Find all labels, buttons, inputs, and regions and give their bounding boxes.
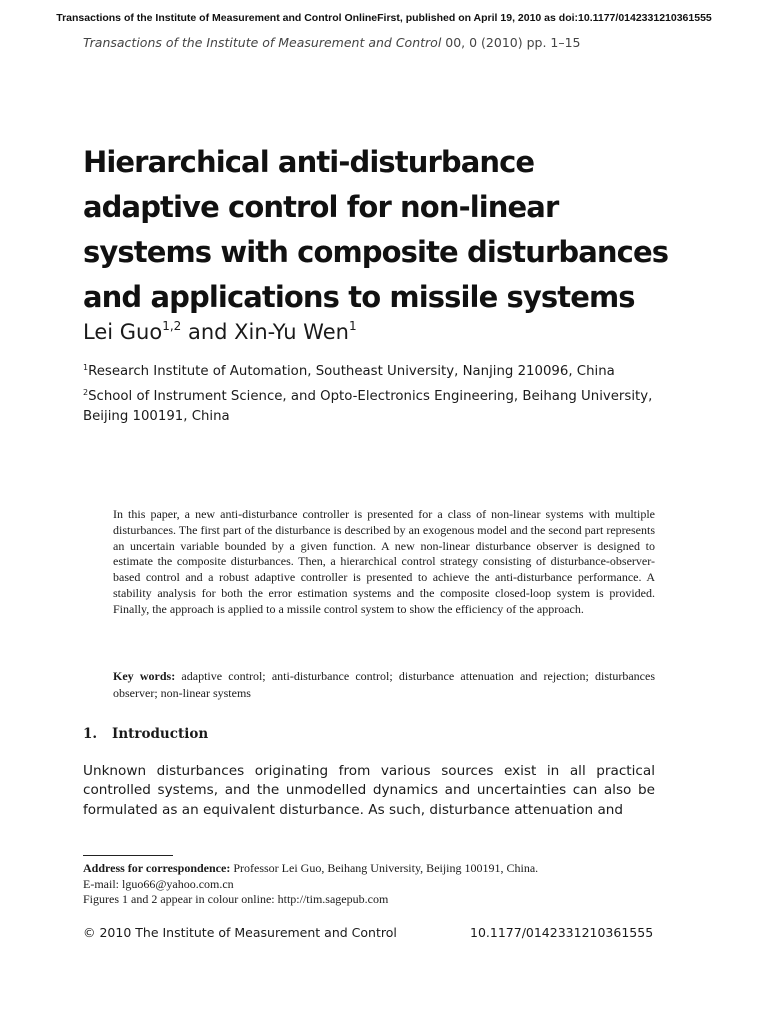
section-heading <box>83 726 208 742</box>
affiliation-text: Research Institute of Automation, Southeast University, Nanjing 210096, China <box>88 364 615 379</box>
author-affiliation-mark: 1,2 <box>162 319 182 333</box>
affiliations <box>83 358 683 428</box>
journal-citation <box>83 35 581 50</box>
doi-footer: 10.1177/0142331210361555 <box>470 925 654 940</box>
affiliation-text: School of Instrument Science, and Opto-Electronics Engineering, Beihang University, <box>88 388 653 404</box>
correspondence-address <box>83 861 683 877</box>
abstract: In this paper, a new anti-disturbance controller is presented for a class of non-linear systems with multiple disturbances. The first part of the disturbance is described by an exogenous model and the second part represents an uncertain variable bounded by a given function. A new non-linear disturbance observer is designed to estimate the composite disturbances. Then, a hierarchical control strategy consisting of disturbance-observer-based control and a robust adaptive controller is presented to achieve the anti-disturbance performance. A stability analysis for both the error estimation systems and the composite closed-loop system is provided. Finally, the approach is applied to a missile control system to show the efficiency of the approach. <box>113 507 655 616</box>
author-list <box>83 319 357 344</box>
correspondence-text: Professor Lei Guo, Beihang University, Beijing 100191, China. <box>230 861 539 875</box>
colour-figures-note: Figures 1 and 2 appear in colour online: http://tim.sagepub.com <box>83 892 389 906</box>
affiliation-line: Beijing 100191, China <box>83 409 230 424</box>
keywords-label: Key words: <box>113 669 176 683</box>
correspondence-email: E-mail: lguo66@yahoo.com.cn <box>83 876 234 891</box>
affiliation-line <box>83 383 683 408</box>
correspondence-label: Address for correspondence: <box>83 861 231 875</box>
affiliation-line <box>83 358 683 383</box>
section-title: Introduction <box>112 726 209 742</box>
paper-title-line: Hierarchical anti-disturbance <box>83 145 535 179</box>
journal-volume-pages: 00, 0 (2010) pp. 1–15 <box>441 35 581 50</box>
author-name: Lei Guo <box>83 320 163 344</box>
section-number: 1. <box>83 726 98 742</box>
paper-title-line: systems with composite disturbances <box>83 235 669 269</box>
author-conjunction: and <box>181 320 235 344</box>
footnote-divider <box>83 855 173 856</box>
paper-title-line: adaptive control for non-linear <box>83 190 559 224</box>
journal-name: Transactions of the Institute of Measurement and Control <box>83 35 442 50</box>
author-affiliation-mark: 1 <box>348 319 357 333</box>
affiliation-mark: 1 <box>83 363 89 372</box>
author-name: Xin-Yu Wen <box>234 320 349 344</box>
paper-title <box>83 140 723 320</box>
keywords-text: adaptive control; anti-disturbance control; disturbance attenuation and rejection; disturbances observer; non-linear systems <box>113 669 656 700</box>
keywords <box>113 668 655 702</box>
footnotes <box>83 861 683 908</box>
affiliation-mark: 2 <box>83 387 89 397</box>
online-first-banner: Transactions of the Institute of Measurement and Control OnlineFirst, published on April 19, 2010 as doi:10.1177/0142331210361555 <box>56 12 712 24</box>
copyright-notice: © 2010 The Institute of Measurement and Control <box>83 925 397 940</box>
intro-paragraph: Unknown disturbances originating from various sources exist in all practical controlled systems, and the unmodelled dynamics and uncertainties can also be formulated as an equivalent disturbance. As such, disturbance attenuation and <box>83 763 655 818</box>
paper-title-line: and applications to missile systems <box>83 280 635 314</box>
